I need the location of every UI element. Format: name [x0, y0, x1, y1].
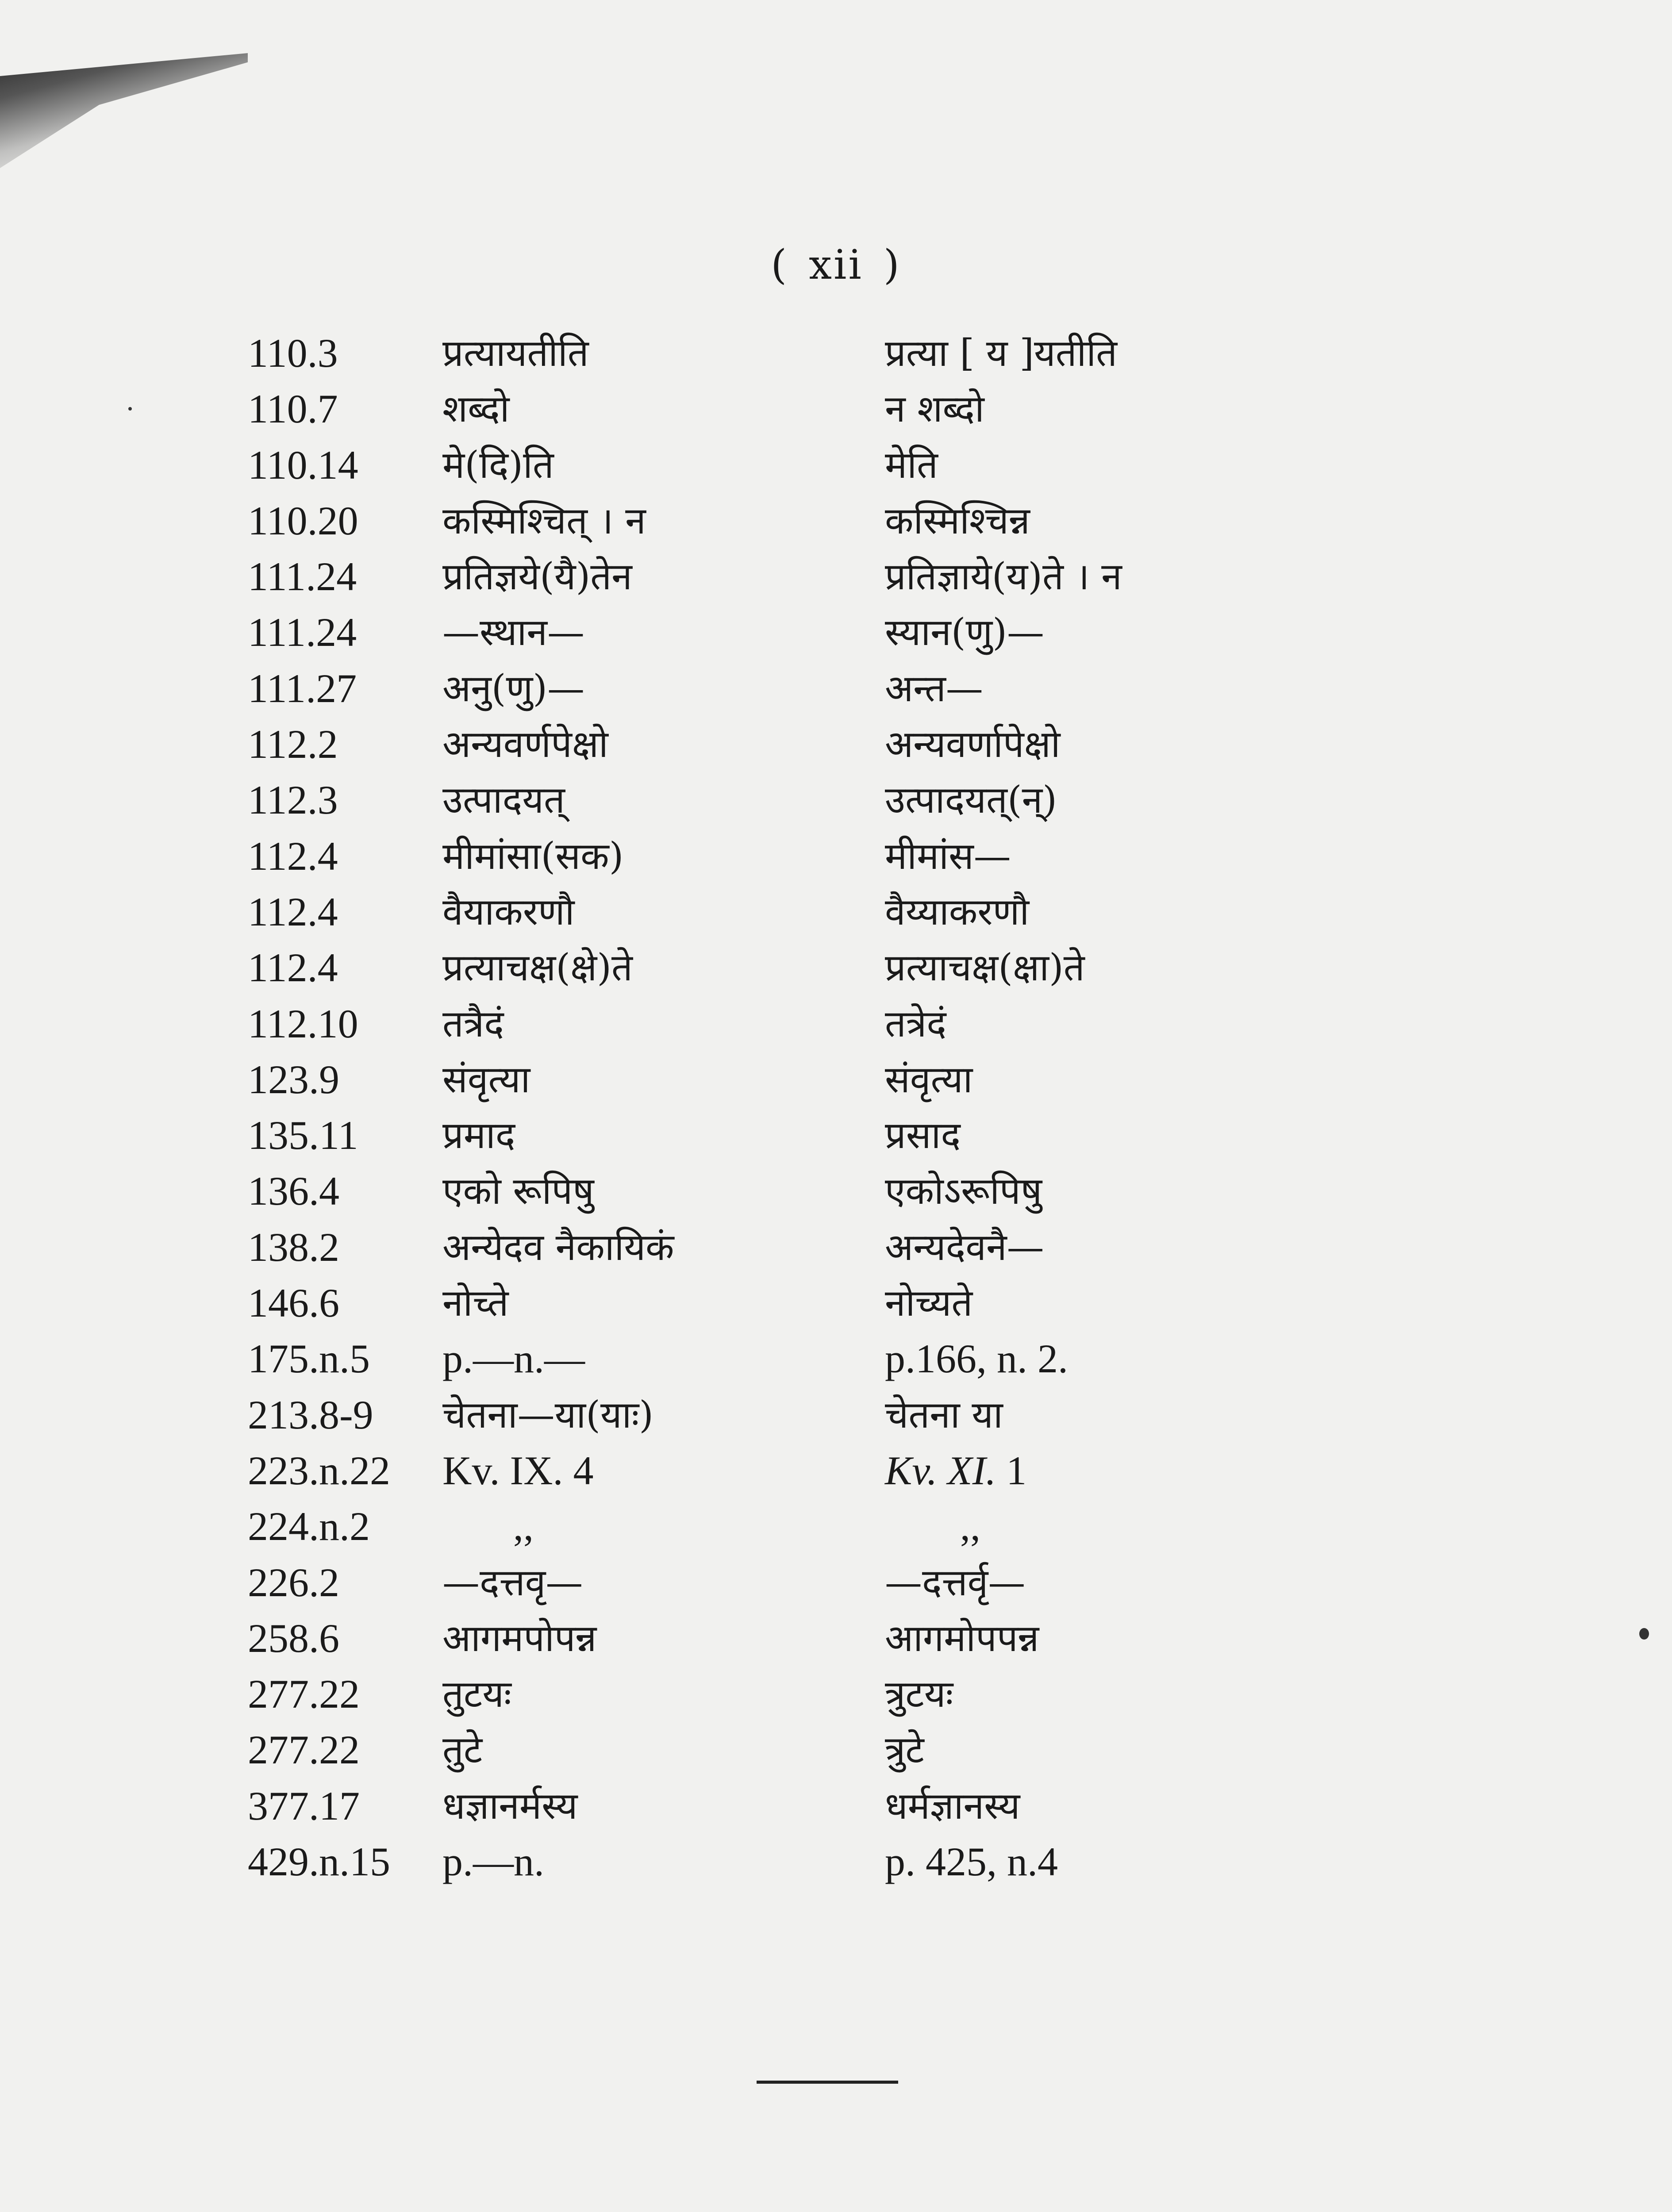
page-line-ref: 136.4	[248, 1168, 339, 1214]
correct-reading: p.166, n. 2.	[885, 1336, 1068, 1382]
incorrect-reading: नोच्ते	[442, 1281, 509, 1325]
page-line-ref: 112.3	[248, 777, 338, 823]
incorrect-reading: —स्थान—	[442, 611, 585, 654]
incorrect-reading: धज्ञानर्मस्य	[442, 1784, 578, 1828]
incorrect-reading: उत्पादयत्	[442, 778, 565, 822]
page-line-ref: 135.11	[248, 1113, 358, 1158]
correct-reading: मेति	[885, 443, 938, 487]
incorrect-reading: तुटयः	[442, 1672, 511, 1716]
incorrect-reading: प्रत्यायतीति	[442, 331, 589, 375]
incorrect-reading: तुटे	[442, 1728, 483, 1772]
page-line-ref: 258.6	[248, 1615, 339, 1661]
correct-reading: उत्पादयत्(न्)	[885, 778, 1057, 822]
page-line-ref: 111.24	[248, 610, 357, 655]
page-line-ref: 226.2	[248, 1559, 339, 1605]
page-line-ref: 123.9	[248, 1056, 339, 1102]
page-line-ref: 112.10	[248, 1001, 358, 1046]
page-number: ( xii )	[771, 241, 901, 288]
correct-reading: प्रत्या [ य ]यतीति	[885, 331, 1117, 375]
incorrect-reading: प्रतिज्ञये(यै)तेन	[442, 555, 632, 599]
incorrect-reading: आगमपोपन्न	[442, 1616, 597, 1660]
page-line-ref: 110.7	[248, 386, 338, 432]
incorrect-reading: Kv. IX. 4	[442, 1448, 594, 1493]
incorrect-reading: मे(दि)ति	[442, 443, 554, 487]
page-line-ref: 112.4	[248, 945, 338, 991]
page-line-ref: 110.20	[248, 498, 358, 543]
correct-reading: न शब्दो	[885, 387, 984, 431]
incorrect-reading: तत्रैदं	[442, 1002, 504, 1045]
correct-reading: त्रुटयः	[885, 1672, 953, 1716]
correct-reading	[885, 1443, 1283, 1498]
incorrect-reading: शब्दो	[442, 387, 510, 431]
incorrect-reading: चेतना—या(याः)	[442, 1393, 654, 1436]
page-line-ref: 175.n.5	[248, 1336, 370, 1382]
page-line-ref: 112.2	[248, 722, 338, 767]
page-line-ref: 110.14	[248, 442, 358, 488]
page-line-ref: 277.22	[248, 1671, 360, 1717]
page-line-ref: 138.2	[248, 1224, 339, 1270]
correct-reading: एकोऽरूपिषु	[885, 1169, 1042, 1213]
correct-reading: मीमांस—	[885, 834, 1011, 878]
scan-speck	[128, 407, 132, 411]
scan-speck	[1639, 1628, 1649, 1640]
correct-reading-italic: Kv. XI.	[885, 1448, 996, 1493]
correct-reading: अन्त—	[885, 666, 983, 710]
correct-reading: अन्यदेवनै—	[885, 1225, 1044, 1269]
correct-reading: अन्यवर्णापेक्षो	[885, 722, 1061, 766]
correct-reading: नोच्यते	[885, 1281, 973, 1325]
incorrect-reading: p.—n.—	[442, 1336, 585, 1382]
correct-reading: संवृत्या	[885, 1057, 973, 1101]
incorrect-reading: कस्मिश्चित् । न	[442, 499, 646, 542]
correct-reading: प्रसाद	[885, 1114, 961, 1157]
page-line-ref: 111.27	[248, 665, 357, 711]
incorrect-reading: प्रत्याचक्ष(क्षे)ते	[442, 946, 633, 990]
correct-reading: तत्रेदं	[885, 1002, 946, 1045]
ditto-mark: ,,	[513, 1504, 534, 1549]
incorrect-reading: एको रूपिषु	[442, 1169, 594, 1213]
page-line-ref: 110.3	[248, 330, 338, 376]
correct-reading: स्यान(णु)—	[885, 611, 1045, 654]
incorrect-reading: अन्येदव नैकायिकं	[442, 1225, 674, 1269]
correct-reading: प्रत्याचक्ष(क्षा)ते	[885, 946, 1085, 990]
page-line-ref: 111.24	[248, 554, 357, 599]
page-line-ref: 223.n.22	[248, 1448, 390, 1493]
incorrect-reading: मीमांसा(सक)	[442, 834, 624, 878]
incorrect-reading: प्रमाद	[442, 1114, 515, 1157]
page-line-ref: 112.4	[248, 889, 338, 934]
page-line-ref: 277.22	[248, 1727, 360, 1773]
correct-reading: त्रुटे	[885, 1728, 924, 1772]
correct-reading: चेतना या	[885, 1393, 1003, 1436]
correct-reading: p. 425, n.4	[885, 1839, 1058, 1885]
correct-reading: प्रतिज्ञाये(य)ते । न	[885, 555, 1122, 599]
correct-reading-tail: 1	[996, 1448, 1027, 1493]
closing-rule	[757, 2081, 898, 2084]
correct-reading: धर्मज्ञानस्य	[885, 1784, 1020, 1828]
correct-reading: आगमोपपन्न	[885, 1616, 1039, 1660]
page-line-ref: 224.n.2	[248, 1504, 370, 1549]
incorrect-reading: वैयाकरणौ	[442, 890, 575, 933]
correct-reading: —दत्तर्वृ—	[885, 1560, 1026, 1604]
incorrect-reading: p.—n.	[442, 1839, 544, 1885]
incorrect-reading: —दत्तवृ—	[442, 1560, 583, 1604]
ditto-mark: ,,	[960, 1504, 980, 1549]
page-line-ref: 429.n.15	[248, 1839, 390, 1885]
correct-reading: कस्मिश्चिन्न	[885, 499, 1030, 542]
correct-reading: वैय्याकरणौ	[885, 890, 1030, 933]
scan-shadow-top	[0, 53, 248, 168]
page-line-ref: 112.4	[248, 833, 338, 879]
page-line-ref: 377.17	[248, 1783, 360, 1828]
incorrect-reading: संवृत्या	[442, 1057, 530, 1101]
page-line-ref: 213.8-9	[248, 1392, 373, 1437]
page-line-ref: 146.6	[248, 1280, 339, 1326]
incorrect-reading: अन्यवर्णपेक्षो	[442, 722, 608, 766]
incorrect-reading: अनु(णु)—	[442, 666, 585, 710]
